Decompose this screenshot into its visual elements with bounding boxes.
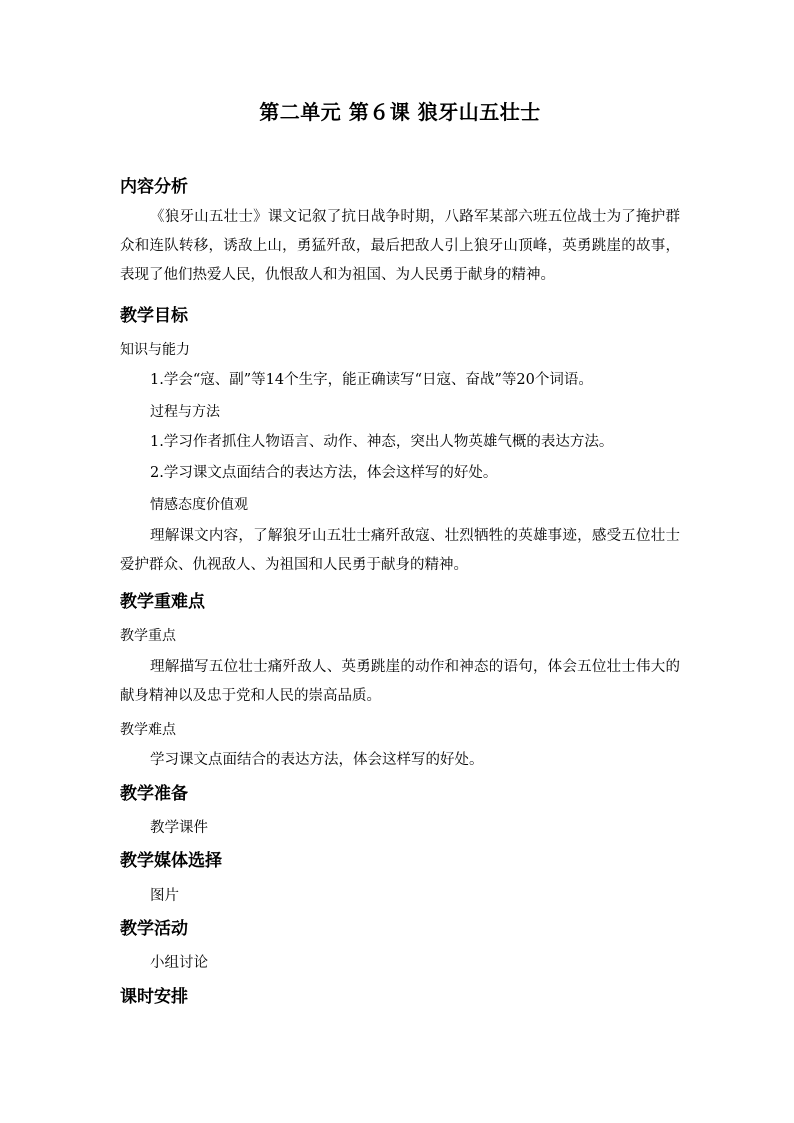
process-item-2-block [120,459,680,488]
focus-paragraph: 理解描写五位壮士痛歼敌人、英勇跳崖的动作和神态的语句，体会五位壮士伟大的献身精神以及忠于党和人民的崇高品质。 [120,659,680,704]
section-content-analysis [120,175,680,199]
section-teaching-goals [120,304,680,328]
emotion-heading-block [120,494,680,516]
section-heading: 教学准备 [120,784,188,804]
subsection-heading: 过程与方法 [150,404,220,420]
section-heading: 内容分析 [120,177,188,197]
process-heading-block [120,401,680,423]
section-key-points [120,590,680,614]
media-text-block [120,882,680,911]
section-preparation [120,782,680,806]
emotion-paragraph: 理解课文内容，了解狼牙山五壮士痛歼敌寇、壮烈牺牲的英雄事迹，感受五位壮士爱护群众、仇视敌人、为祖国和人民勇于献身的精神。 [120,528,680,573]
preparation-text: 教学课件 [150,820,208,836]
section-heading: 教学活动 [120,919,188,939]
activity-text-block [120,949,680,978]
content-analysis-paragraph: 《狼牙山五壮士》课文记叙了抗日战争时期，八路军某部六班五位战士为了掩护群众和连队转移，诱敌上山，勇猛歼敌，最后把敌人引上狼牙山顶峰，英勇跳崖的故事，表现了他们热爱人民，仇恨敌人和为祖国、为人民勇于献身的精神。 [120,209,680,283]
section-media [120,849,680,873]
section-activity [120,917,680,941]
activity-text: 小组讨论 [150,955,208,971]
content-analysis-block [120,203,680,290]
knowledge-item: 1.学会“寇、副”等14个生字，能正确读写“日寇、奋战”等20个词语。 [150,372,593,388]
knowledge-heading-block [120,339,680,361]
preparation-text-block [120,814,680,843]
difficulty-heading-block [120,719,680,741]
subsection-heading: 知识与能力 [120,342,190,358]
difficulty-paragraph: 学习课文点面结合的表达方法，体会这样写的好处。 [150,752,484,768]
subsection-heading: 情感态度价值观 [150,497,248,513]
subsection-heading: 教学重点 [120,628,176,644]
focus-heading-block [120,625,680,647]
section-heading: 教学重难点 [120,592,205,612]
process-item: 2.学习课文点面结合的表达方法，体会这样写的好处。 [150,465,498,481]
media-text: 图片 [150,888,179,904]
page-title: 第二单元 第６课 狼牙山五壮士 [259,100,541,124]
focus-paragraph-block [120,653,680,711]
section-schedule [120,985,680,1009]
section-heading: 教学媒体选择 [120,851,222,871]
section-heading: 教学目标 [120,306,188,326]
section-heading: 课时安排 [120,987,188,1007]
subsection-heading: 教学难点 [120,722,176,738]
difficulty-paragraph-block [120,746,680,775]
knowledge-item-block [120,366,680,395]
process-item: 1.学习作者抓住人物语言、动作、神态，突出人物英雄气概的表达方法。 [150,434,614,450]
process-item-1-block [120,428,680,457]
emotion-paragraph-block [120,522,680,580]
